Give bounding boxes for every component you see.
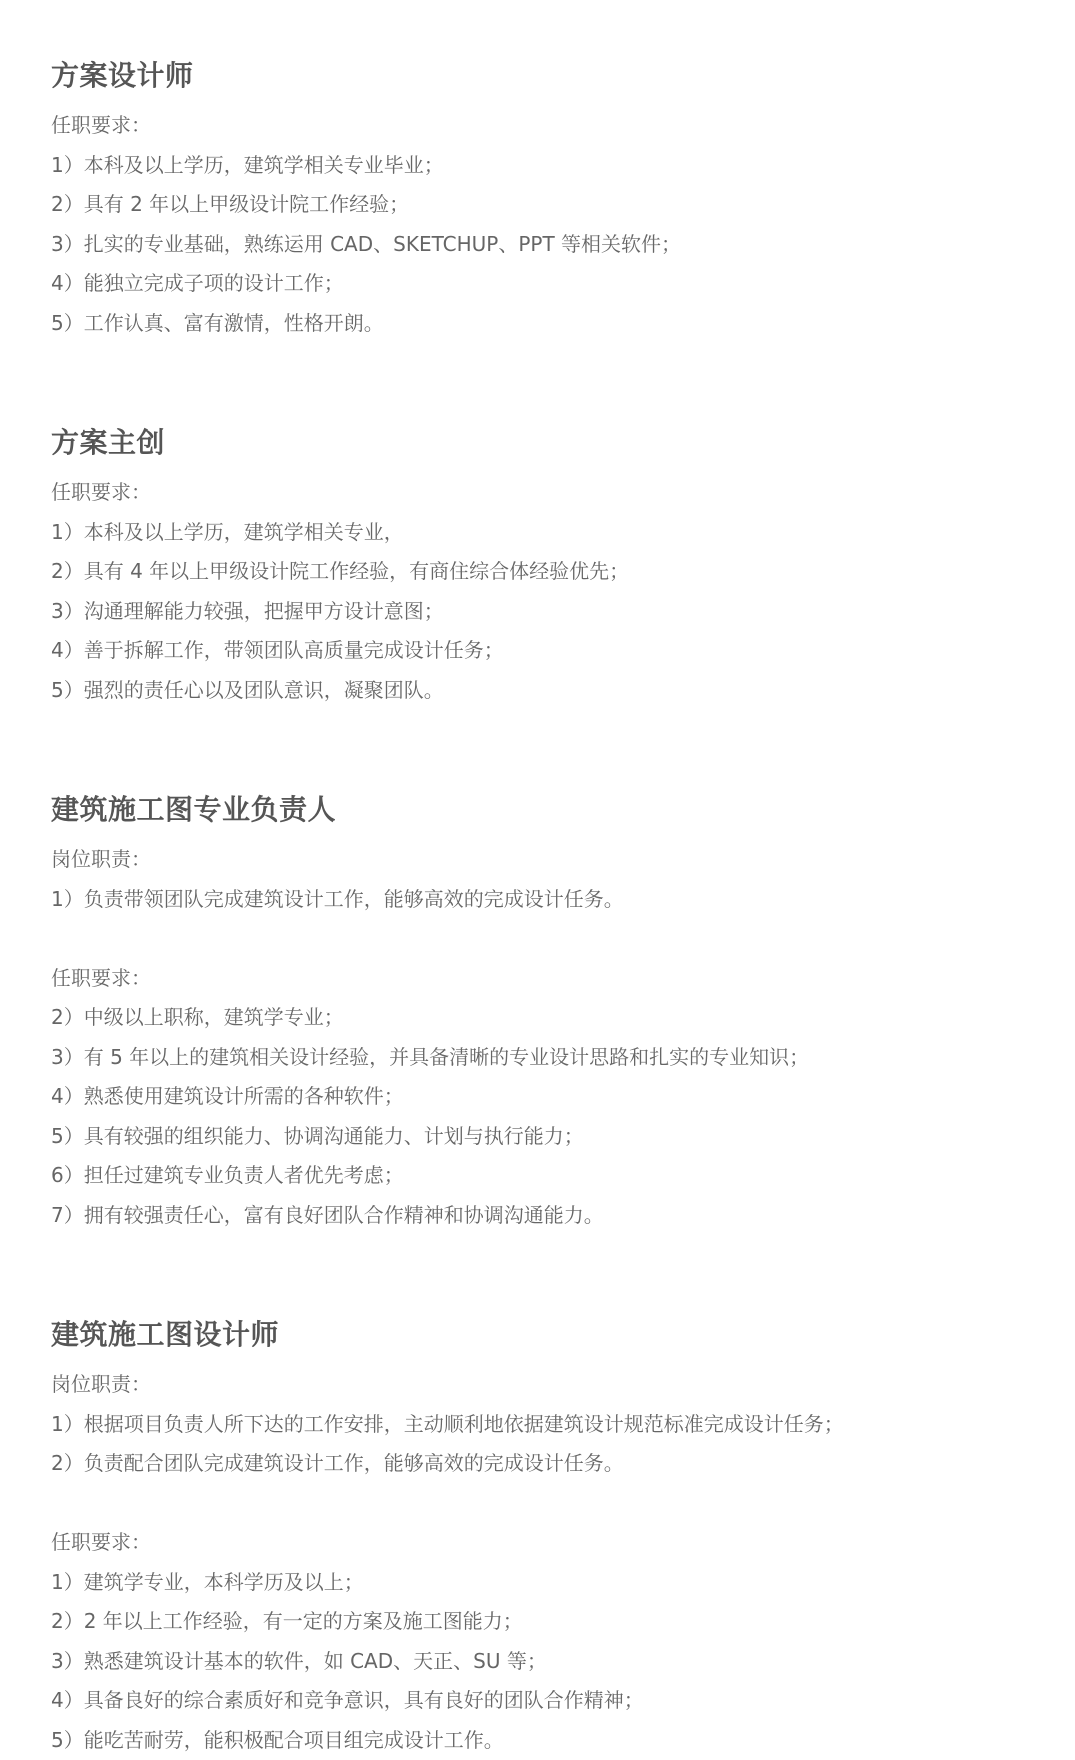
requirement-item: 1）本科及以上学历，建筑学相关专业， bbox=[51, 513, 1051, 553]
requirements-heading: 任职要求： bbox=[51, 106, 1051, 146]
job-title: 建筑施工图设计师 bbox=[51, 1311, 1051, 1359]
requirement-item: 2）2 年以上工作经验，有一定的方案及施工图能力； bbox=[51, 1602, 1051, 1642]
requirement-item: 3）沟通理解能力较强，把握甲方设计意图； bbox=[51, 592, 1051, 632]
requirement-item: 2）中级以上职称，建筑学专业； bbox=[51, 998, 1051, 1038]
requirement-item: 4）熟悉使用建筑设计所需的各种软件； bbox=[51, 1077, 1051, 1117]
requirement-item: 6）担任过建筑专业负责人者优先考虑； bbox=[51, 1156, 1051, 1196]
requirement-item: 7）拥有较强责任心，富有良好团队合作精神和协调沟通能力。 bbox=[51, 1196, 1051, 1236]
requirement-item: 5）具有较强的组织能力、协调沟通能力、计划与执行能力； bbox=[51, 1117, 1051, 1157]
requirement-item: 1）建筑学专业，本科学历及以上； bbox=[51, 1563, 1051, 1603]
job-title: 建筑施工图专业负责人 bbox=[51, 786, 1051, 834]
requirement-item: 5）工作认真、富有激情，性格开朗。 bbox=[51, 304, 1051, 344]
requirements-heading: 岗位职责： bbox=[51, 840, 1051, 880]
requirement-item: 2）负责配合团队完成建筑设计工作，能够高效的完成设计任务。 bbox=[51, 1444, 1051, 1484]
job-listings-document bbox=[51, 52, 1051, 1760]
requirements-heading: 任职要求： bbox=[51, 473, 1051, 513]
requirement-item: 3）有 5 年以上的建筑相关设计经验，并具备清晰的专业设计思路和扎实的专业知识； bbox=[51, 1038, 1051, 1078]
job-section bbox=[51, 52, 1051, 343]
job-section bbox=[51, 786, 1051, 1235]
requirement-item: 4）能独立完成子项的设计工作； bbox=[51, 264, 1051, 304]
group-spacer bbox=[51, 919, 1051, 959]
requirement-item: 4）具备良好的综合素质好和竞争意识，具有良好的团队合作精神； bbox=[51, 1681, 1051, 1721]
requirement-item: 1）根据项目负责人所下达的工作安排，主动顺利地依据建筑设计规范标准完成设计任务； bbox=[51, 1405, 1051, 1445]
job-section bbox=[51, 419, 1051, 710]
requirements-heading: 岗位职责： bbox=[51, 1365, 1051, 1405]
requirement-item: 2）具有 2 年以上甲级设计院工作经验； bbox=[51, 185, 1051, 225]
requirement-item: 3）扎实的专业基础，熟练运用 CAD、SKETCHUP、PPT 等相关软件； bbox=[51, 225, 1051, 265]
requirement-item: 1）本科及以上学历，建筑学相关专业毕业； bbox=[51, 146, 1051, 186]
requirements-heading: 任职要求： bbox=[51, 1523, 1051, 1563]
requirements-heading: 任职要求： bbox=[51, 959, 1051, 999]
group-spacer bbox=[51, 1484, 1051, 1524]
job-title: 方案设计师 bbox=[51, 52, 1051, 100]
job-title: 方案主创 bbox=[51, 419, 1051, 467]
requirement-item: 5）能吃苦耐劳，能积极配合项目组完成设计工作。 bbox=[51, 1721, 1051, 1760]
requirement-item: 2）具有 4 年以上甲级设计院工作经验，有商住综合体经验优先； bbox=[51, 552, 1051, 592]
job-section bbox=[51, 1311, 1051, 1760]
requirement-item: 3）熟悉建筑设计基本的软件，如 CAD、天正、SU 等； bbox=[51, 1642, 1051, 1682]
requirement-item: 5）强烈的责任心以及团队意识，凝聚团队。 bbox=[51, 671, 1051, 711]
requirement-item: 1）负责带领团队完成建筑设计工作，能够高效的完成设计任务。 bbox=[51, 880, 1051, 920]
requirement-item: 4）善于拆解工作，带领团队高质量完成设计任务； bbox=[51, 631, 1051, 671]
